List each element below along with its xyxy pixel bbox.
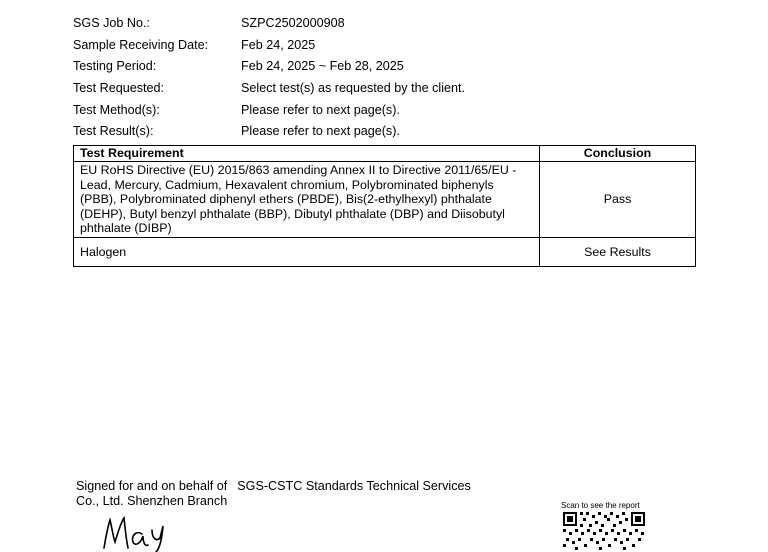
report-info-block [73,12,465,142]
info-value: SZPC2502000908 [241,15,345,30]
info-row-test-methods [73,99,465,121]
info-label: SGS Job No.: [73,15,150,30]
info-label: Sample Receiving Date: [73,37,209,52]
handwritten-signature [100,512,180,552]
header-conclusion: Conclusion [540,146,696,162]
info-row-job-no [73,12,465,34]
qr-scan-label: Scan to see the report [561,501,640,510]
info-value: Feb 24, 2025 [241,37,316,52]
info-value: Please refer to next page(s). [241,102,400,117]
signed-on-behalf-block [76,479,471,509]
company-name-line1: SGS-CSTC Standards Technical Services [237,479,471,493]
info-label: Test Requested: [73,80,165,95]
info-label: Test Result(s): [73,124,154,139]
qr-code-icon[interactable] [562,511,646,550]
company-name-line2: Co., Ltd. Shenzhen Branch [76,494,228,508]
table-row [74,237,696,266]
info-row-receiving-date [73,34,465,56]
info-label: Testing Period: [73,59,157,74]
info-value: Select test(s) as requested by the client. [241,80,466,95]
table-row [74,162,696,238]
info-label: Test Method(s): [73,102,160,117]
info-value: Please refer to next page(s). [241,124,400,139]
header-test-requirement: Test Requirement [74,146,540,162]
info-row-test-requested [73,77,465,99]
test-requirement-table [73,145,696,267]
conclusion-cell: See Results [540,237,696,266]
table-header-row [74,146,696,162]
requirement-cell: EU RoHS Directive (EU) 2015/863 amending Annex II to Directive 2011/65/EU - Lead, Mercury, Cadmium, Hexavalent chromium, Polybrominated biphenyls (PBB), Polybrominated diphenyl ethers (PBDE), Bis(2-ethylhexyl) phthalate (DEHP), Butyl benzyl phthalate (BBP), Dibutyl phthalate (DBP) and Diisobutyl phthalate (DIBP) [74,162,540,238]
info-row-testing-period [73,55,465,77]
info-value: Feb 24, 2025 ~ Feb 28, 2025 [241,59,404,74]
requirement-cell: Halogen [74,237,540,266]
info-row-test-results [73,120,465,142]
conclusion-cell: Pass [540,162,696,238]
signed-prefix: Signed for and on behalf of [76,479,228,493]
